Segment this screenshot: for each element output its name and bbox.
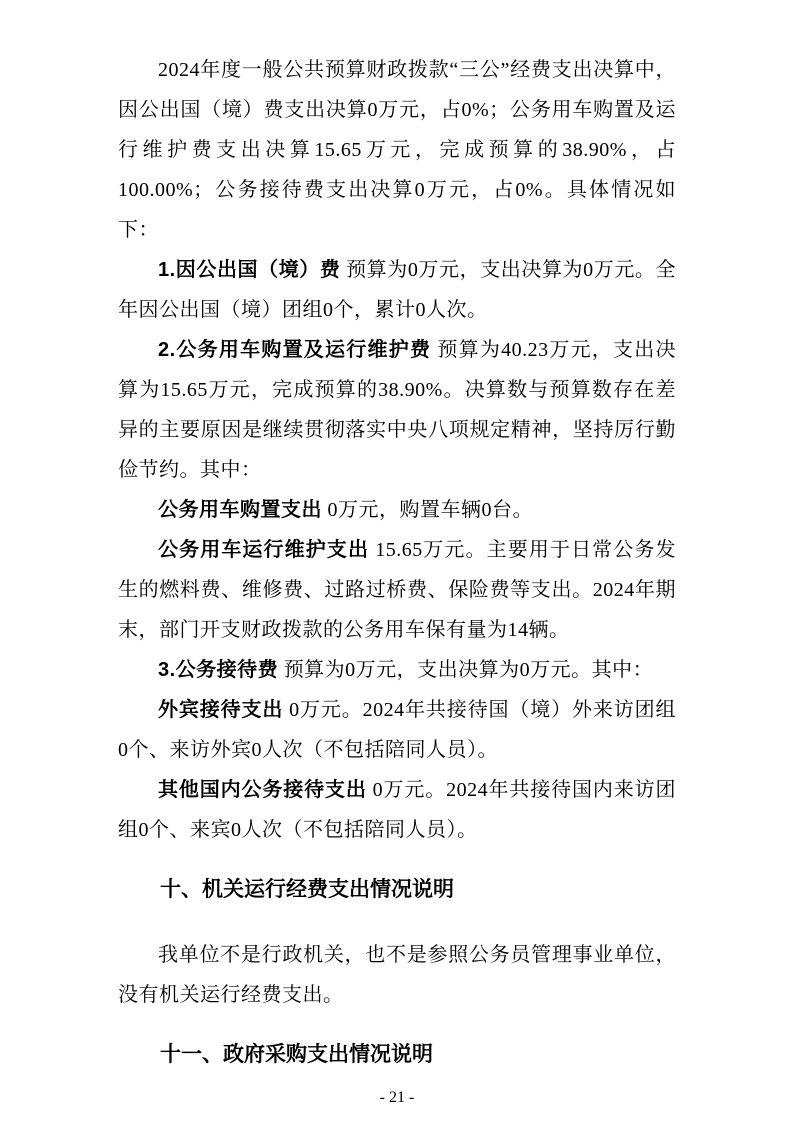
section10-paragraph: 我单位不是行政机关，也不是参照公务员管理事业单位，没有机关运行经费支出。: [118, 944, 676, 1006]
paragraph-text: 0万元，购置车辆0台。: [327, 499, 533, 521]
page-number: - 21 -: [379, 1089, 415, 1106]
intro-paragraph: [118, 50, 676, 250]
paragraph-text: 0万元。2024年共接待国（境）外来访团组0个、来访外宾0人次（不包括陪同人员）。: [118, 699, 676, 761]
paragraph-label: 3.公务接待费: [158, 659, 279, 681]
paragraph-text: 预算为0万元，支出决算为0万元。全年因公出国（境）团组0个，累计0人次。: [118, 259, 677, 321]
paragraph-label: 公务用车购置支出: [158, 499, 322, 521]
paragraph-label: 公务用车运行维护支出: [158, 539, 370, 561]
paragraph-text: 0万元。2024年共接待国内来访团组0个、来宾0人次（不包括陪同人员）。: [118, 779, 676, 841]
foreign-guest-paragraph: [118, 690, 676, 770]
paragraph-label: 2.公务用车购置及运行维护费: [158, 339, 432, 361]
paragraph-text: 预算为40.23万元，支出决算为15.65万元，完成预算的38.90%。决算数与预算数存在差异的主要原因是继续贯彻落实中央八项规定精神，坚持厉行勤俭节约。其中：: [118, 339, 677, 481]
item1-paragraph: [118, 250, 676, 330]
paragraph-label: 其他国内公务接待支出: [158, 779, 367, 801]
paragraph-text: 2024年度一般公共预算财政拨款“三公”经费支出决算中，因公出国（境）费支出决算0万元，占0%；公务用车购置及运行维护费支出决算15.65万元，完成预算的38.90%，占100.00%；公务接待费支出决算0万元，占0%。具体情况如下：: [118, 59, 676, 241]
paragraph-label: 1.因公出国（境）费: [158, 259, 341, 281]
vehicle-maintenance-paragraph: [118, 530, 676, 650]
section-heading-10: 十、机关运行经费支出情况说明: [160, 878, 454, 901]
vehicle-purchase-paragraph: [118, 490, 676, 530]
section-heading-11: 十一、政府采购支出情况说明: [160, 1043, 433, 1066]
paragraph-text: 15.65万元。主要用于日常公务发生的燃料费、维修费、过路过桥费、保险费等支出。2024年期末，部门开支财政拨款的公务用车保有量为14辆。: [118, 539, 677, 641]
document-content: [118, 50, 676, 1100]
item3-paragraph: [118, 650, 676, 690]
domestic-reception-paragraph: [118, 770, 676, 850]
paragraph-label: 外宾接待支出: [158, 699, 284, 721]
item2-paragraph: [118, 330, 676, 490]
paragraph-text: 预算为0万元，支出决算为0万元。其中：: [283, 659, 654, 681]
